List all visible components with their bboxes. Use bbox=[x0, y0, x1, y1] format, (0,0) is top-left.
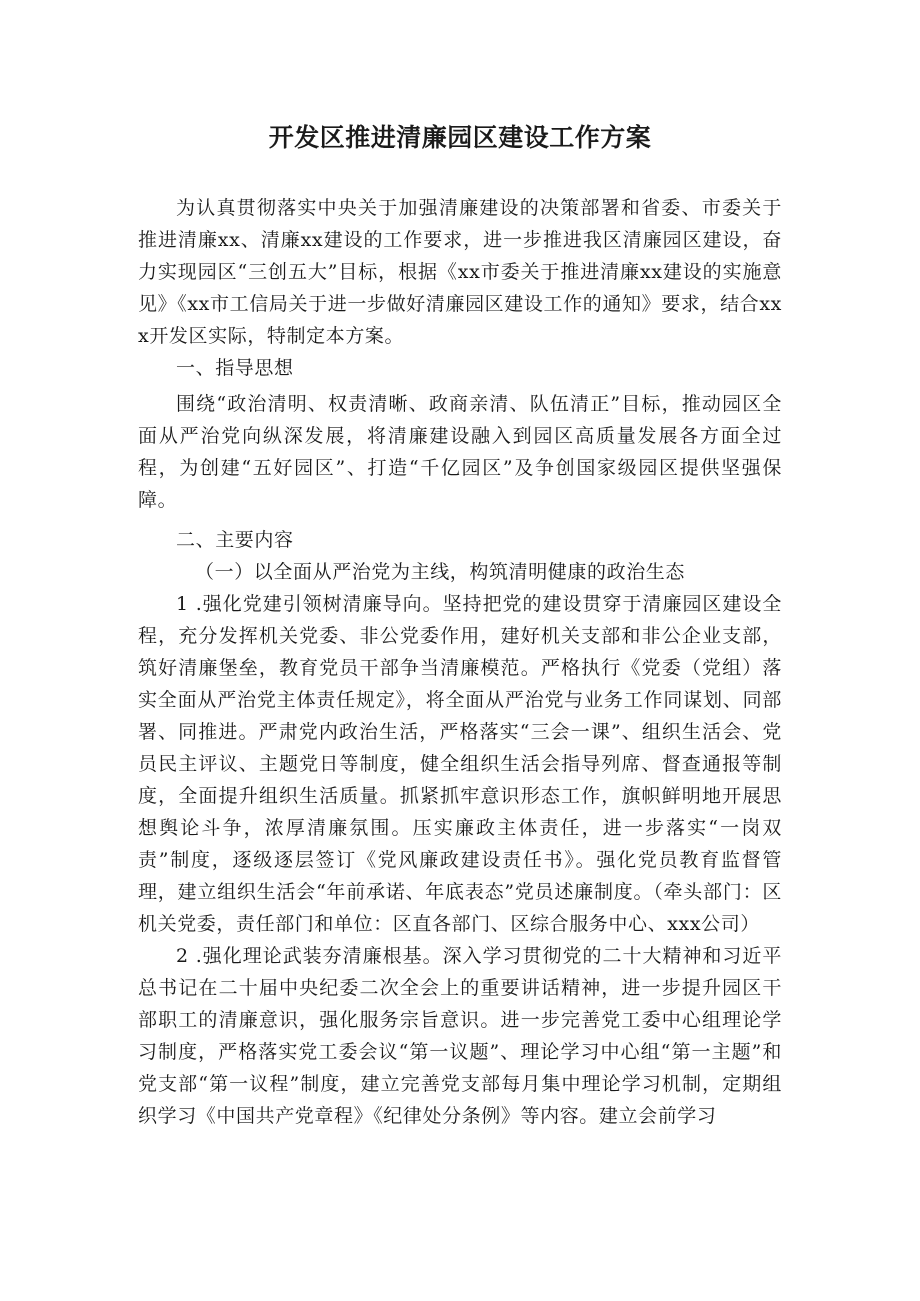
document-title: 开发区推进清廉园区建设工作方案 bbox=[268, 123, 652, 152]
intro-paragraph: 为认真贯彻落实中央关于加强清廉建设的决策部署和省委、市委关于推进清廉xx、清廉xx建设的工作要求，进一步推进我区清廉园区建设，奋力实现园区“三创五大”目标，根据《xx市委关于推进清廉xx建设的实施意见》《xx市工信局关于进一步做好清廉园区建设工作的通知》要求，结合xxx开发区实际，特制定本方案。 bbox=[138, 197, 782, 347]
item1-paragraph: 1 .强化党建引领树清廉导向。坚持把党的建设贯穿于清廉园区建设全程，充分发挥机关党委、非公党委作用，建好机关支部和非公企业支部，筑好清廉堡垒，教育党员干部争当清廉模范。严格执行《党委（党组）落实全面从严治党主体责任规定》，将全面从严治党与业务工作同谋划、同部署、同推进。严肃党内政治生活，严格落实“三会一课”、组织生活会、党员民主评议、主题党日等制度，健全组织生活会指导列席、督查通报等制度，全面提升组织生活质量。抓紧抓牢意识形态工作，旗帜鲜明地开展思想舆论斗争，浓厚清廉氛围。压实廉政主体责任，进一步落实“一岗双责”制度，逐级逐层签订《党风廉政建设责任书》。强化党员教育监督管理，建立组织生活会“年前承诺、年底表态”党员述廉制度。（牵头部门：区机关党委，责任部门和单位：区直各部门、区综合服务中心、xxx公司） bbox=[138, 593, 782, 935]
subsection1-heading: （一）以全面从严治党为主线，构筑清明健康的政治生态 bbox=[195, 561, 686, 583]
section1-heading: 一、指导思想 bbox=[176, 357, 294, 379]
item2-paragraph: 2 .强化理论武装夯清廉根基。深入学习贯彻党的二十大精神和习近平总书记在二十届中央纪委二次全会上的重要讲话精神，进一步提升园区干部职工的清廉意识，强化服务宗旨意识。进一步完善党工委中心组理论学习制度，严格落实党工委会议“第一议题”、理论学习中心组“第一主题”和党支部“第一议程”制度，建立完善党支部每月集中理论学习机制，定期组织学习《中国共产党章程》《纪律处分条例》等内容。建立会前学习 bbox=[138, 945, 782, 1127]
section1-paragraph: 围绕“政治清明、权责清晰、政商亲清、队伍清正”目标，推动园区全面从严治党向纵深发展，将清廉建设融入到园区高质量发展各方面全过程，为创建“五好园区”、打造“千亿园区”及争创国家级园区提供坚强保障。 bbox=[138, 393, 782, 511]
section2-heading: 二、主要内容 bbox=[176, 529, 294, 551]
spacer bbox=[138, 516, 782, 524]
